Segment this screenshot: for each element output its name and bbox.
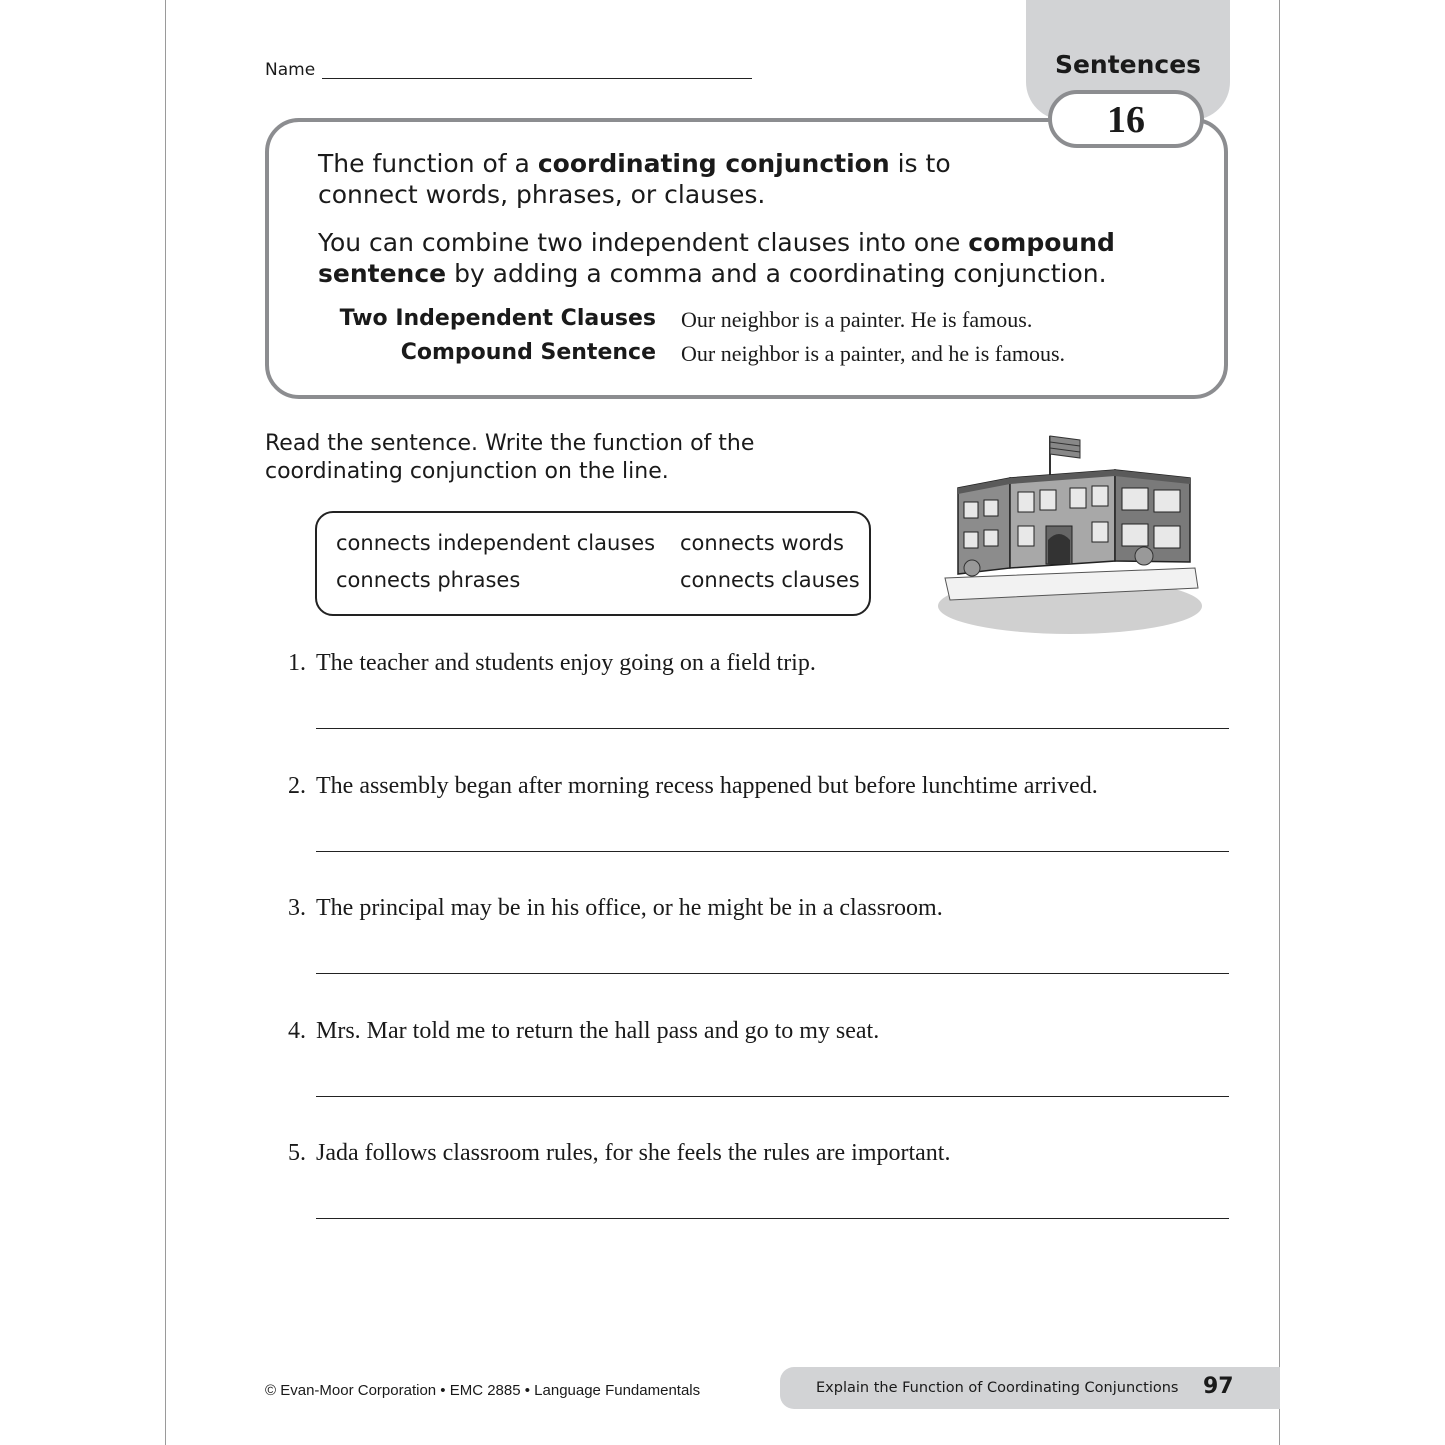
word-bank-item: connects words (680, 531, 844, 555)
name-label: Name (265, 60, 316, 80)
example-label: Two Independent Clauses (339, 306, 656, 331)
question-number: 5. (288, 1140, 306, 1166)
example-label: Compound Sentence (400, 340, 656, 365)
name-input-line[interactable] (322, 78, 752, 79)
question-text: Mrs. Mar told me to return the hall pass and go to my seat. (316, 1018, 880, 1044)
example-text: Our neighbor is a painter. He is famous. (681, 307, 1033, 332)
answer-line[interactable] (316, 973, 1229, 974)
footer-skill-text: Explain the Function of Coordinating Conjunctions (816, 1380, 1179, 1396)
rule-text: is to connect words, phrases, or clauses. (318, 149, 951, 209)
question-text: The assembly began after morning recess happened but before lunchtime arrived. (316, 773, 1098, 799)
rule-paragraph-1 (318, 148, 1038, 210)
question-number: 2. (288, 773, 306, 799)
answer-line[interactable] (316, 1218, 1229, 1219)
topic-label: Sentences (1054, 50, 1202, 79)
answer-line[interactable] (316, 851, 1229, 852)
question-number: 1. (288, 650, 306, 676)
word-bank (315, 511, 871, 616)
page-left-edge (165, 0, 166, 1445)
rule-text: The function of a (318, 149, 538, 178)
copyright-footer: © Evan-Moor Corporation • EMC 2885 • Language Fundamentals (265, 1382, 701, 1399)
word-bank-item: connects clauses (680, 568, 860, 592)
directions-text: Read the sentence. Write the function of the coordinating conjunction on the line. (265, 431, 755, 484)
lesson-number: 16 (1048, 90, 1204, 148)
rule-text: You can combine two independent clauses into one (318, 228, 969, 257)
question-number: 4. (288, 1018, 306, 1044)
rule-term: compound sentence (318, 228, 1115, 288)
word-bank-item: connects phrases (336, 568, 521, 592)
question-text: The teacher and students enjoy going on a field trip. (316, 650, 816, 676)
question-text: Jada follows classroom rules, for she feels the rules are important. (316, 1140, 951, 1166)
page-right-edge (1279, 0, 1280, 1445)
page-number: 97 (1203, 1374, 1234, 1399)
rule-term: coordinating conjunction (537, 149, 890, 178)
school-building-icon (930, 428, 1210, 638)
question-text: The principal may be in his office, or he might be in a classroom. (316, 895, 943, 921)
example-text: Our neighbor is a painter, and he is famous. (681, 341, 1066, 366)
rule-text: by adding a comma and a coordinating conjunction. (446, 259, 1107, 288)
answer-line[interactable] (316, 728, 1229, 729)
question-number: 3. (288, 895, 306, 921)
rule-paragraph-2 (318, 227, 1218, 289)
word-bank-item: connects independent clauses (336, 531, 656, 555)
answer-line[interactable] (316, 1096, 1229, 1097)
